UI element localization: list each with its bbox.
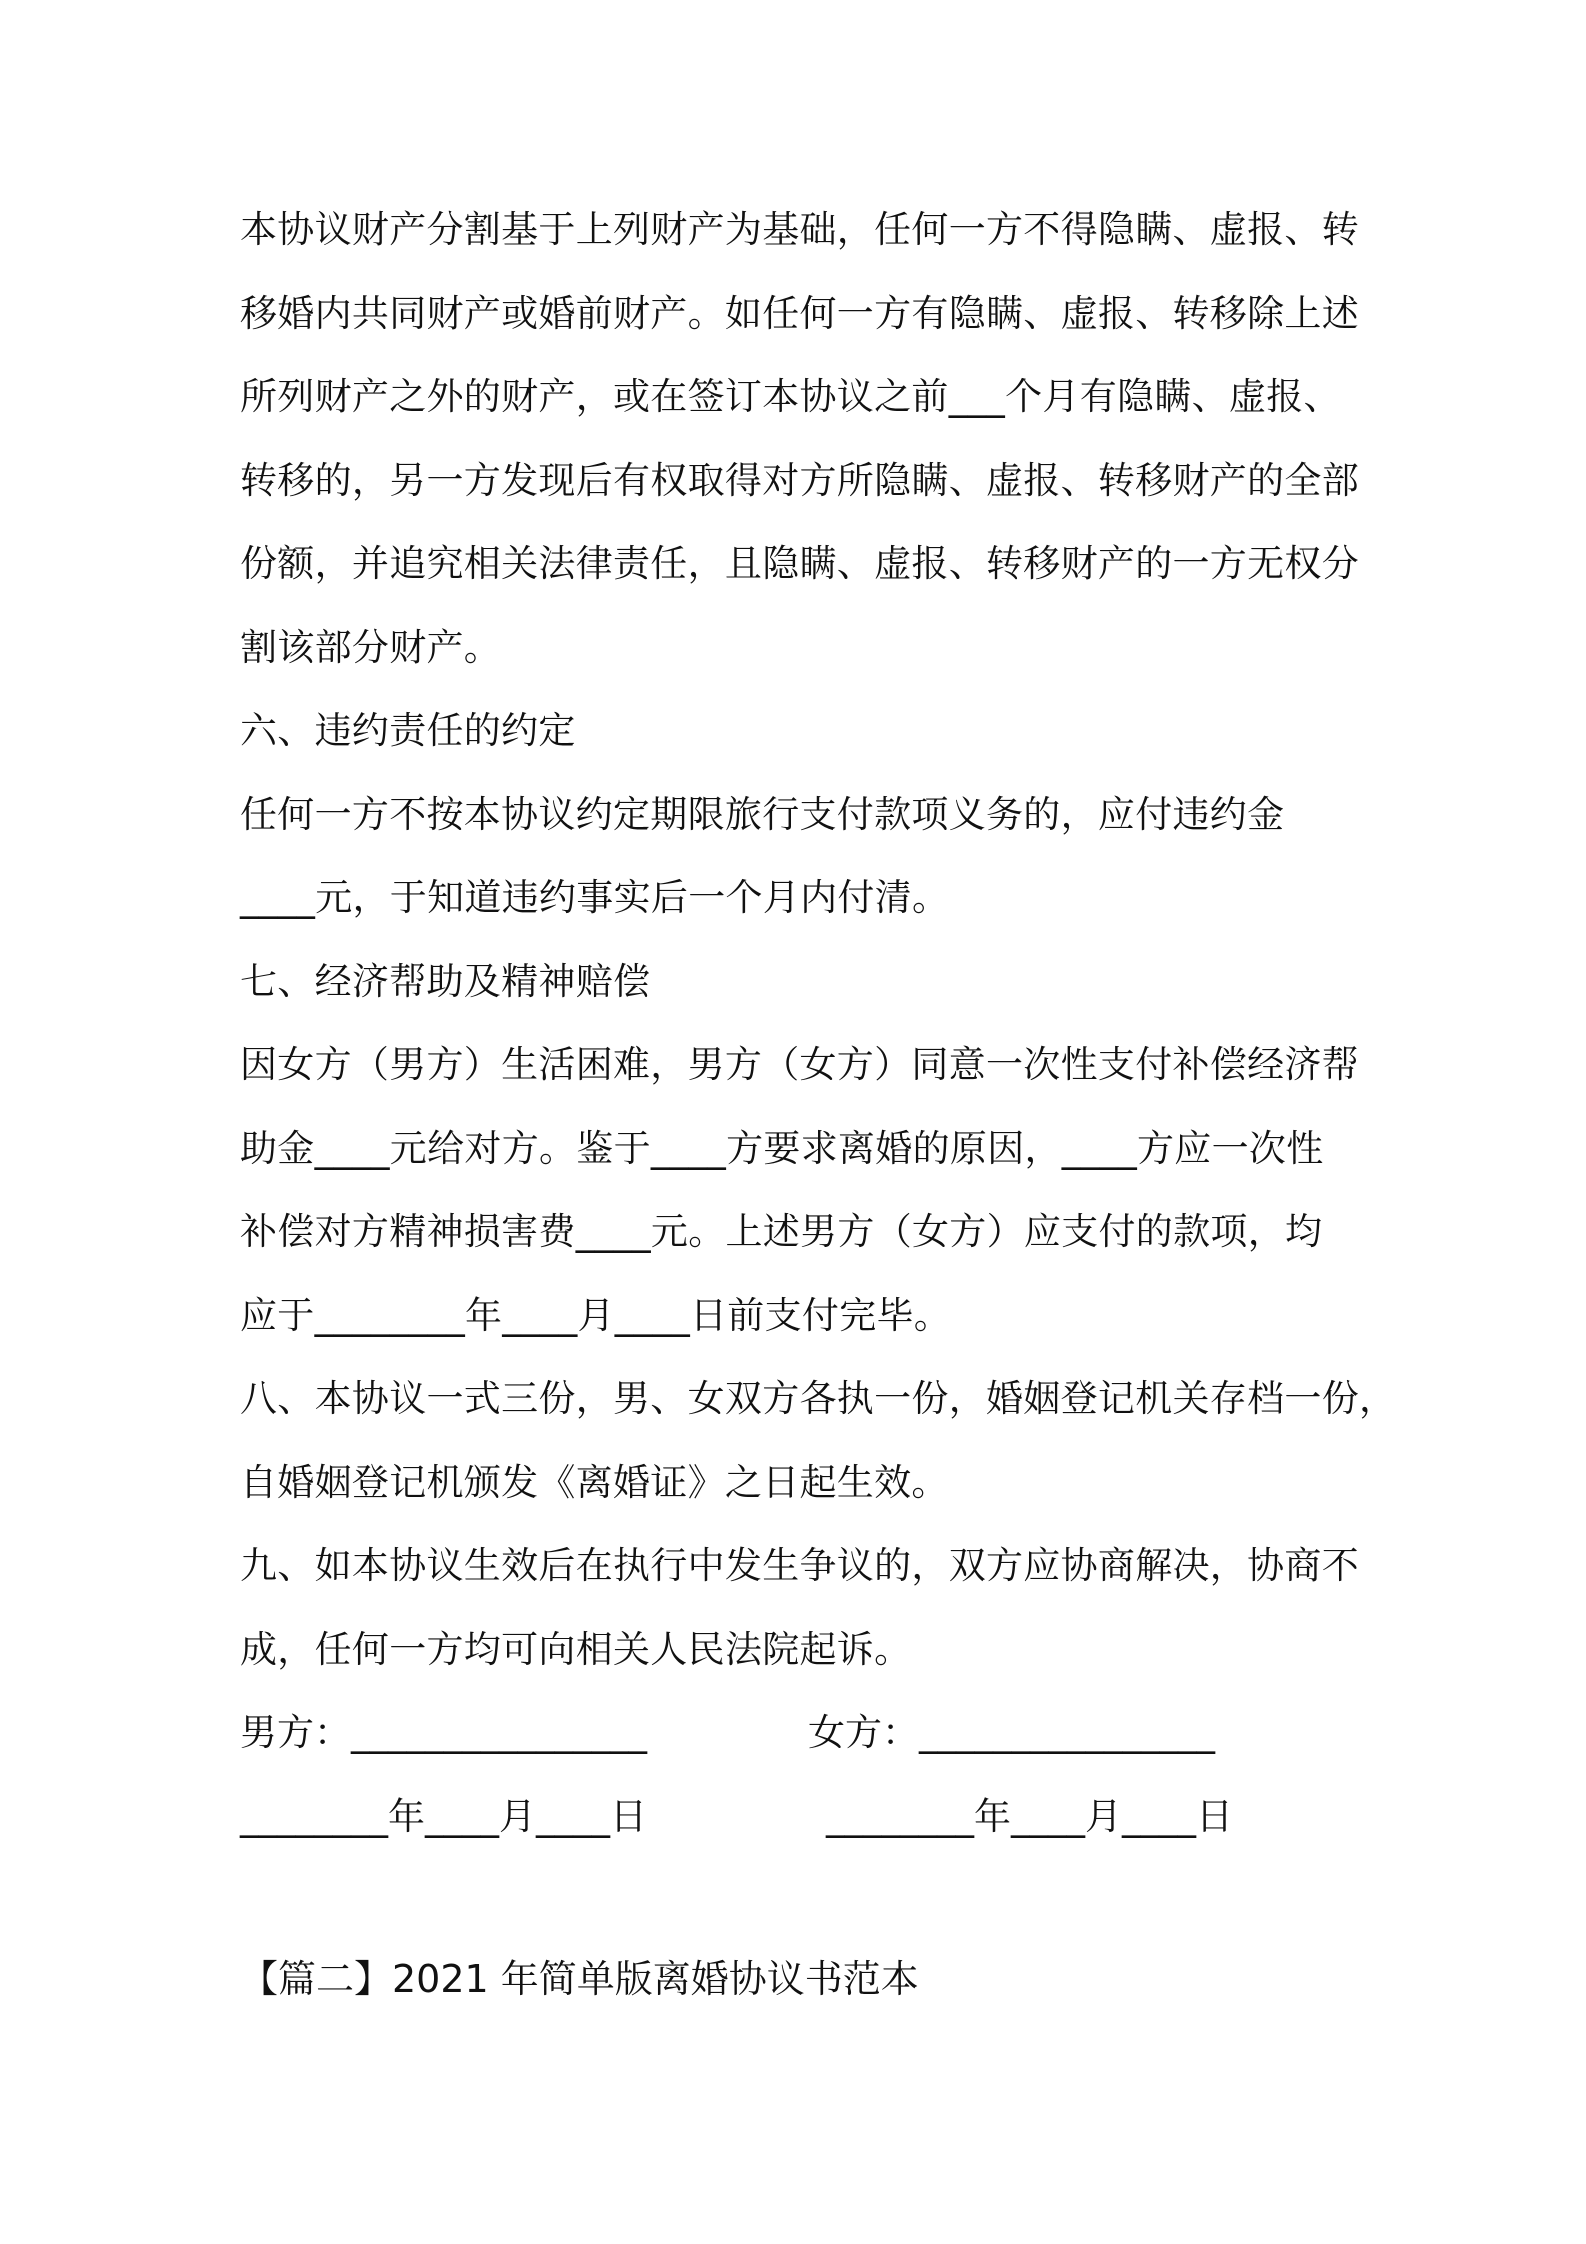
next-section-title: 【篇二】2021 年简单版离婚协议书范本 <box>240 1957 919 2001</box>
paragraph-line: 应于________年____月____日前支付完毕。 <box>240 1294 952 1337</box>
paragraph-line: 补偿对方精神损害费____元。上述男方（女方）应支付的款项，均 <box>240 1210 1323 1253</box>
paragraph-line: 助金____元给对方。鉴于____方要求离婚的原因，____方应一次性 <box>240 1127 1324 1170</box>
paragraph-line: 任何一方不按本协议约定期限旅行支付款项义务的，应付违约金 <box>240 793 1285 836</box>
paragraph-line: 移婚内共同财产或婚前财产。如任何一方有隐瞒、虚报、转移除上述 <box>240 292 1359 335</box>
section-heading: 七、经济帮助及精神赔偿 <box>240 960 651 1003</box>
paragraph-line: 所列财产之外的财产，或在签订本协议之前___个月有隐瞒、虚报、 <box>240 375 1341 418</box>
paragraph-line: 成，任何一方均可向相关人民法院起诉。 <box>240 1628 912 1671</box>
paragraph-line: ____元，于知道违约事实后一个月内付清。 <box>240 876 950 919</box>
female-signature-date: ________年____月____日 <box>826 1795 1233 1838</box>
paragraph-line: 份额，并追究相关法律责任，且隐瞒、虚报、转移财产的一方无权分 <box>240 542 1359 585</box>
female-signature: 女方：________________ <box>808 1711 1215 1754</box>
paragraph-line: 割该部分财产。 <box>240 626 502 669</box>
male-signature-date: ________年____月____日 <box>240 1795 647 1838</box>
paragraph-line: 自婚姻登记机颁发《离婚证》之日起生效。 <box>240 1461 949 1504</box>
paragraph-line: 八、本协议一式三份，男、女双方各执一份，婚姻登记机关存档一份， <box>240 1377 1397 1420</box>
male-signature: 男方：________________ <box>240 1711 647 1754</box>
section-heading: 六、违约责任的约定 <box>240 709 576 752</box>
paragraph-line: 因女方（男方）生活困难，男方（女方）同意一次性支付补偿经济帮 <box>240 1043 1359 1086</box>
paragraph-line: 九、如本协议生效后在执行中发生争议的，双方应协商解决，协商不 <box>240 1544 1359 1587</box>
paragraph-line: 本协议财产分割基于上列财产为基础，任何一方不得隐瞒、虚报、转 <box>240 208 1359 251</box>
paragraph-line: 转移的，另一方发现后有权取得对方所隐瞒、虚报、转移财产的全部 <box>240 459 1359 502</box>
